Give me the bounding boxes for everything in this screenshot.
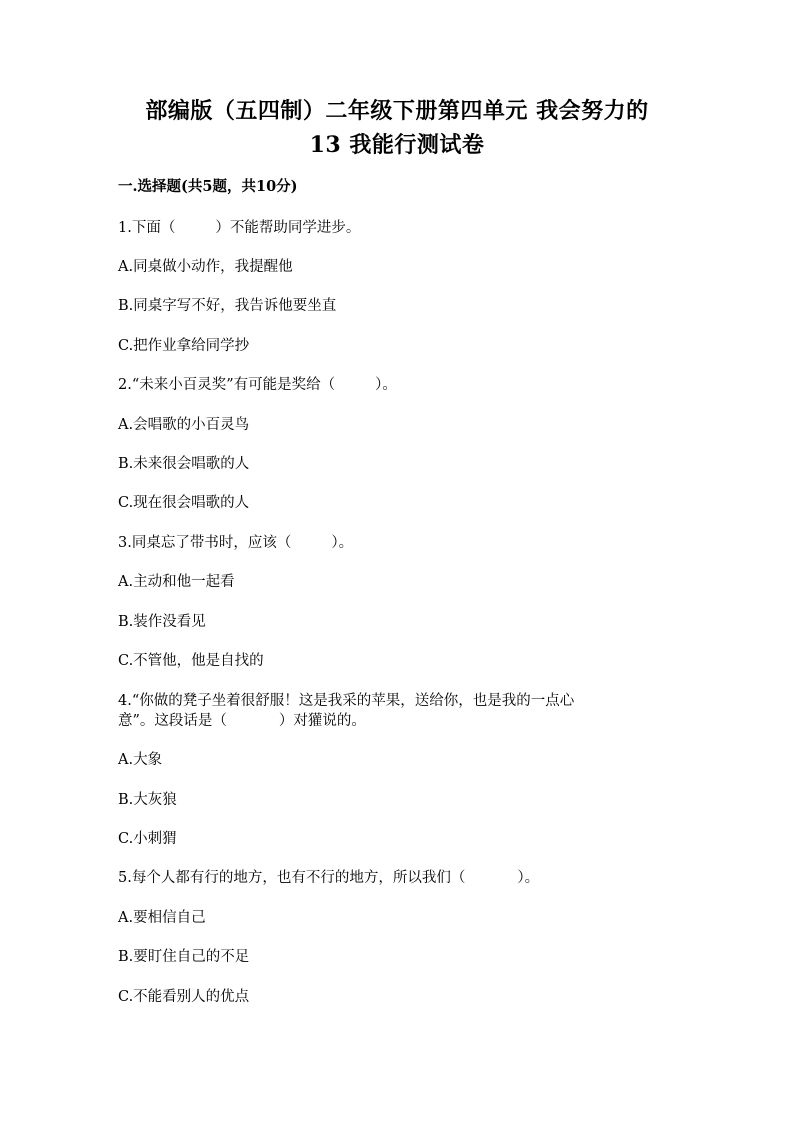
question-3-stem-before: 3.同桌忘了带书时，应该（ — [118, 535, 292, 551]
question-4-stem-line-2 — [118, 711, 366, 731]
question-5-option-c: C.不能看别人的优点 — [118, 989, 250, 1005]
page-title-line-1: 部编版（五四制）二年级下册第四单元 我会努力的 — [145, 98, 649, 124]
question-2-option-c: C.现在很会唱歌的人 — [118, 495, 250, 511]
question-3-stem-after: ）。 — [331, 535, 354, 551]
question-1-option-c: C.把作业拿给同学抄 — [118, 338, 250, 354]
question-4-option-b: B.大灰狼 — [118, 792, 177, 808]
question-2-stem — [118, 375, 397, 395]
question-5-stem-after: ）。 — [517, 870, 540, 886]
question-1-stem-after: ）不能帮助同学进步。 — [215, 220, 361, 236]
question-1-stem — [118, 218, 360, 238]
question-4-option-a: A.大象 — [118, 752, 163, 768]
question-5-stem-before: 5.每个人都有行的地方，也有不行的地方，所以我们（ — [118, 870, 466, 886]
question-5-option-b: B.要盯住自己的不足 — [118, 949, 250, 965]
question-3-option-c: C.不管他，他是自找的 — [118, 653, 264, 669]
question-4-stem-line-1: 4.“你做的凳子坐着很舒服！这是我采的苹果，送给你，也是我的一点心 — [118, 693, 575, 709]
question-3-stem — [118, 533, 353, 553]
question-2-stem-after: ）。 — [375, 377, 397, 393]
question-5-option-a: A.要相信自己 — [118, 910, 206, 926]
question-2-stem-before: 2.“未来小百灵奖”有可能是奖给（ — [118, 377, 336, 393]
question-3-option-b: B.装作没看见 — [118, 614, 206, 630]
question-1-option-b: B.同桌字写不好，我告诉他要坐直 — [118, 298, 337, 314]
question-4-stem-after: ）对獾说的。 — [278, 713, 366, 729]
question-2-option-b: B.未来很会唱歌的人 — [118, 456, 250, 472]
question-4-stem-before: 意”。这段话是（ — [118, 713, 227, 729]
question-1-option-a: A.同桌做小动作，我提醒他 — [118, 259, 293, 275]
question-5-stem — [118, 868, 539, 888]
question-4-option-c: C.小刺猬 — [118, 831, 177, 847]
section-heading: 一.选择题(共5题，共10分) — [118, 178, 298, 195]
question-2-option-a: A.会唱歌的小百灵鸟 — [118, 417, 250, 433]
question-3-option-a: A.主动和他一起看 — [118, 574, 235, 590]
page-title-line-2: 13 我能行测试卷 — [309, 132, 485, 158]
question-1-stem-before: 1.下面（ — [118, 220, 176, 236]
